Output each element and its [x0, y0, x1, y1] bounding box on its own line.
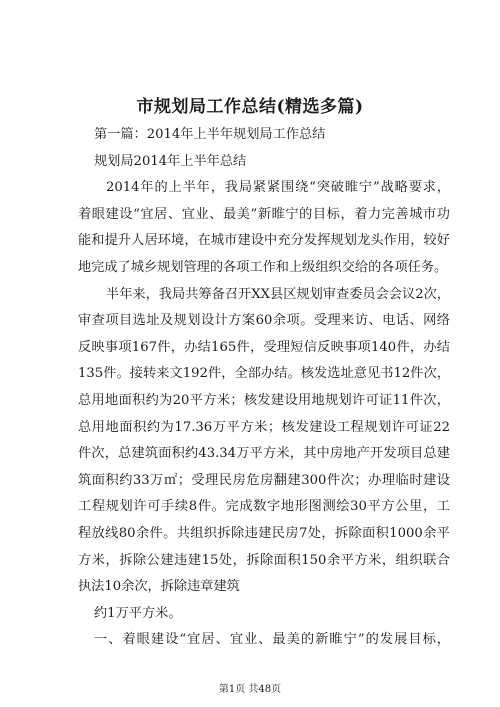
paragraph-line: 程放线80余件。共组织拆除违建民房7处，拆除面积1000余平: [78, 525, 450, 541]
paragraph-line: 方米，拆除公建违建15处，拆除面积150余平方米，组织联合: [78, 552, 450, 568]
paragraph-line: 着眼建设“宜居、宜业、最美”新睢宁的目标，着力完善城市功: [78, 206, 450, 222]
paragraph-line: 工程规划许可手续8件。完成数字地形图测绘30平方公里，工: [78, 499, 450, 515]
paragraph-line: 约1万平方米。: [94, 605, 182, 621]
paragraph-line: 半年来，我局共筹备召开XX县区规划审查委员会会议2次，: [106, 286, 450, 302]
paragraph-line: 能和提升人居环境，在城市建设中充分发挥规划龙头作用，较好: [78, 233, 450, 249]
subheading: 规划局2014年上半年总结: [94, 153, 247, 169]
section-heading: 第一篇：2014年上半年规划局工作总结: [94, 127, 326, 142]
paragraph-line: 总用地面积约为17.36万平方米；核发建设工程规划许可证22: [78, 419, 450, 435]
paragraph-line: 反映事项167件，办结165件，受理短信反映事项140件，办结: [78, 339, 450, 355]
paragraph-line: 筑面积约33万㎡；受理民房危房翻建300件次；办理临时建设: [78, 472, 450, 488]
paragraph-line: 2014年的上半年，我局紧紧围绕“突破睢宁”战略要求，: [106, 180, 450, 196]
section-heading: 一、着眼建设“宜居、宜业、最美的新睢宁”的发展目标，: [94, 632, 450, 648]
paragraph-line: 总用地面积约为20平方米；核发建设用地规划许可证11件次，: [78, 392, 450, 408]
paragraph-line: 执法10余次，拆除违章建筑: [78, 579, 240, 595]
page-footer: 第1页 共48页: [218, 684, 282, 695]
document-title: 市规划局工作总结(精选多篇): [136, 97, 364, 117]
paragraph-line: 135件。接转来文192件，全部办结。核发选址意见书12件次，: [78, 366, 450, 382]
paragraph-line: 审查项目选址及规划设计方案60余项。受理来访、电话、网络: [78, 313, 450, 329]
document-body: [78, 122, 450, 654]
paragraph-line: 件次，总建筑面积约43.34万平方米，其中房地产开发项目总建: [78, 446, 450, 462]
paragraph-line: 地完成了城乡规划管理的各项工作和上级组织交给的各项任务。: [78, 259, 448, 275]
